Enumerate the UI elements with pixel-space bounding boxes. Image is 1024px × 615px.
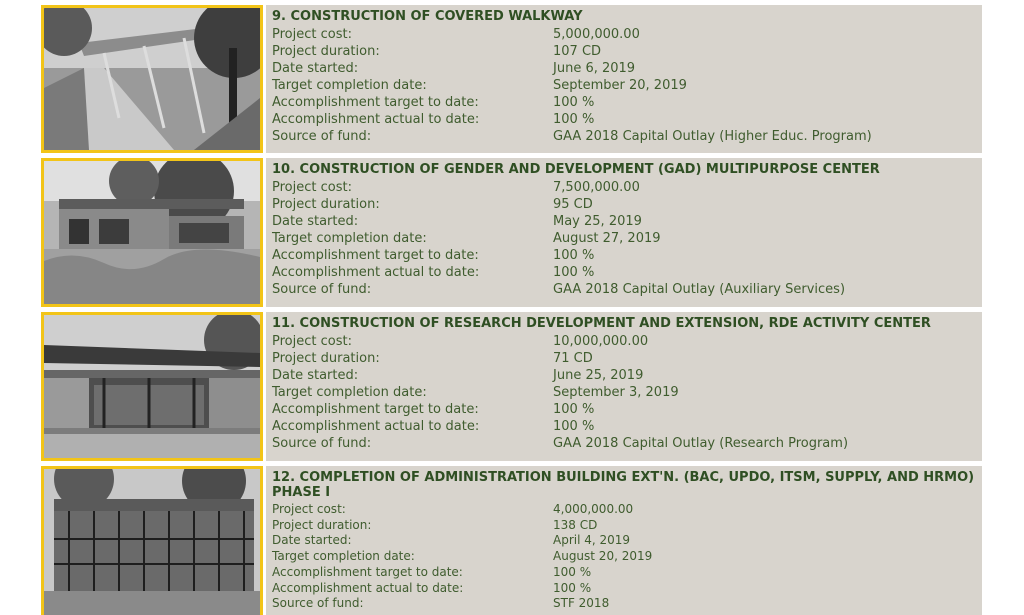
source-of-fund-value: GAA 2018 Capital Outlay (Research Program) — [553, 436, 849, 451]
source-of-fund-value: GAA 2018 Capital Outlay (Higher Educ. Program) — [553, 129, 872, 144]
field-label: Target completion date: — [272, 385, 427, 400]
field-label: Accomplishment target to date: — [272, 564, 463, 579]
date-started-row — [272, 367, 976, 384]
accomplishment-target-row — [272, 401, 976, 418]
project-info-11 — [266, 312, 982, 461]
accomplishment-actual-row — [272, 581, 976, 597]
project-photo-covered-walkway — [41, 5, 263, 153]
field-label: Project duration: — [272, 517, 372, 532]
project-cost-row — [272, 179, 976, 196]
accomplishment-target-value: 100 % — [553, 402, 595, 417]
accomplishment-actual-value: 100 % — [553, 580, 592, 595]
field-label: Date started: — [272, 214, 359, 229]
field-label: Date started: — [272, 368, 359, 383]
project-duration-row — [272, 196, 976, 213]
target-completion-value: August 27, 2019 — [553, 231, 661, 246]
accomplishment-target-value: 100 % — [553, 564, 592, 579]
project-title: 9. CONSTRUCTION OF COVERED WALKWAY — [272, 9, 583, 24]
accomplishment-target-value: 100 % — [553, 248, 595, 263]
accomplishment-actual-value: 100 % — [553, 419, 595, 434]
date-started-value: June 6, 2019 — [553, 61, 636, 76]
project-title: 11. CONSTRUCTION OF RESEARCH DEVELOPMENT AND EXTENSION, RDE ACTIVITY CENTER — [272, 316, 931, 331]
field-label: Accomplishment target to date: — [272, 95, 479, 110]
field-label: Date started: — [272, 533, 352, 548]
field-label: Project cost: — [272, 180, 352, 195]
field-label: Accomplishment target to date: — [272, 248, 479, 263]
accomplishment-actual-row — [272, 418, 976, 435]
field-label: Project duration: — [272, 44, 380, 59]
project-card-10 — [41, 158, 982, 307]
project-duration-value: 95 CD — [553, 197, 593, 212]
accomplishment-actual-value: 100 % — [553, 265, 595, 280]
project-cost-value: 7,500,000.00 — [553, 180, 640, 195]
target-completion-row — [272, 77, 976, 94]
field-label: Project cost: — [272, 334, 352, 349]
target-completion-row — [272, 384, 976, 401]
field-label: Date started: — [272, 61, 359, 76]
field-label: Accomplishment target to date: — [272, 402, 479, 417]
target-completion-row — [272, 549, 976, 565]
field-label: Accomplishment actual to date: — [272, 580, 464, 595]
project-cost-value: 10,000,000.00 — [553, 334, 649, 349]
target-completion-value: September 3, 2019 — [553, 385, 679, 400]
field-label: Target completion date: — [272, 231, 427, 246]
project-info-9 — [266, 5, 982, 153]
date-started-row — [272, 533, 976, 549]
field-label: Source of fund: — [272, 129, 372, 144]
project-duration-row — [272, 518, 976, 534]
project-cost-row — [272, 26, 976, 43]
source-of-fund-row — [272, 596, 976, 612]
project-duration-row — [272, 43, 976, 60]
accomplishment-target-row — [272, 565, 976, 581]
accomplishment-actual-value: 100 % — [553, 112, 595, 127]
field-label: Project duration: — [272, 197, 380, 212]
target-completion-value: August 20, 2019 — [553, 549, 653, 564]
source-of-fund-row — [272, 128, 976, 145]
date-started-value: June 25, 2019 — [553, 368, 644, 383]
field-label: Accomplishment actual to date: — [272, 419, 480, 434]
project-title: 10. CONSTRUCTION OF GENDER AND DEVELOPMENT (GAD) MULTIPURPOSE CENTER — [272, 162, 880, 177]
field-label: Source of fund: — [272, 282, 372, 297]
field-label: Target completion date: — [272, 78, 427, 93]
project-duration-value: 138 CD — [553, 517, 598, 532]
project-info-10 — [266, 158, 982, 307]
field-label: Source of fund: — [272, 436, 372, 451]
project-card-12 — [41, 466, 982, 615]
project-card-9 — [41, 5, 982, 153]
date-started-row — [272, 60, 976, 77]
project-title: 12. COMPLETION OF ADMINISTRATION BUILDING EXT'N. (BAC, UPDO, ITSM, SUPPLY, AND HRMO) PHASE I — [272, 470, 975, 500]
project-photo-rde-center — [41, 312, 263, 461]
source-of-fund-row — [272, 435, 976, 452]
accomplishment-actual-row — [272, 264, 976, 281]
field-label: Project cost: — [272, 502, 346, 516]
date-started-value: April 4, 2019 — [553, 533, 631, 548]
target-completion-row — [272, 230, 976, 247]
field-label: Project cost: — [272, 27, 352, 42]
accomplishment-target-row — [272, 94, 976, 111]
source-of-fund-value: GAA 2018 Capital Outlay (Auxiliary Services) — [553, 282, 846, 297]
field-label: Accomplishment actual to date: — [272, 265, 480, 280]
project-info-12 — [266, 466, 982, 615]
project-cost-value: 4,000,000.00 — [553, 502, 634, 516]
accomplishment-actual-row — [272, 111, 976, 128]
source-of-fund-row — [272, 281, 976, 298]
project-photo-gad-center — [41, 158, 263, 307]
project-cost-row — [272, 333, 976, 350]
date-started-value: May 25, 2019 — [553, 214, 642, 229]
project-cost-row — [272, 502, 976, 518]
accomplishment-target-row — [272, 247, 976, 264]
field-label: Source of fund: — [272, 596, 364, 611]
project-photo-admin-building — [41, 466, 263, 615]
project-card-11 — [41, 312, 982, 461]
project-cost-value: 5,000,000.00 — [553, 27, 640, 42]
field-label: Accomplishment actual to date: — [272, 112, 480, 127]
project-duration-value: 107 CD — [553, 44, 602, 59]
date-started-row — [272, 213, 976, 230]
project-duration-row — [272, 350, 976, 367]
source-of-fund-value: STF 2018 — [553, 596, 610, 611]
accomplishment-target-value: 100 % — [553, 95, 595, 110]
field-label: Target completion date: — [272, 549, 415, 564]
project-duration-value: 71 CD — [553, 351, 593, 366]
field-label: Project duration: — [272, 351, 380, 366]
target-completion-value: September 20, 2019 — [553, 78, 687, 93]
